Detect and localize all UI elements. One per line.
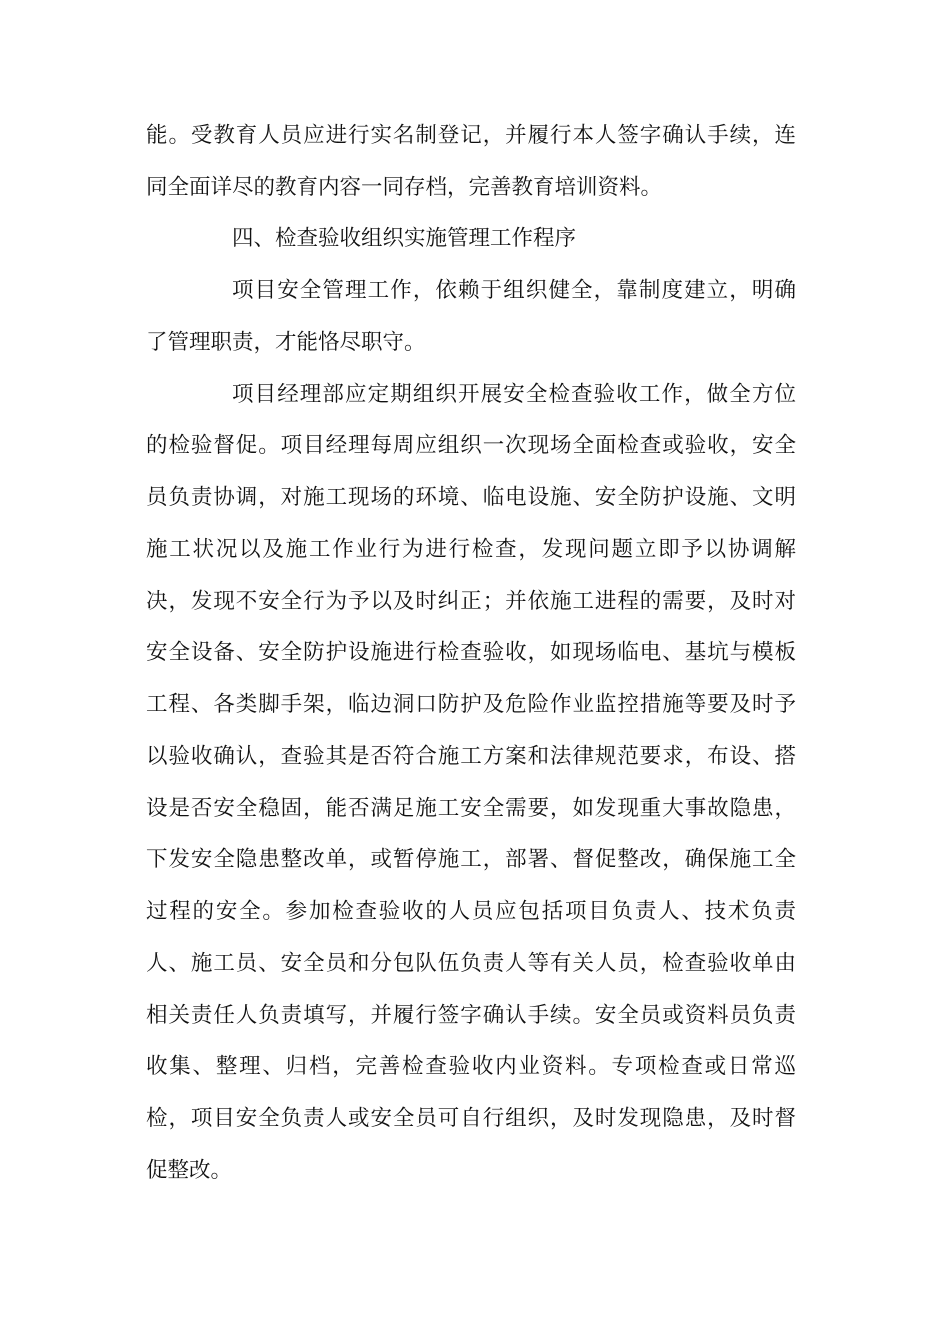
text-line: 能。受教育人员应进行实名制登记，并履行本人签字确认手续，连 [146, 123, 796, 148]
text-line: 项目安全管理工作，依赖于组织健全，靠制度建立，明确 [232, 278, 796, 303]
section-heading: 四、检查验收组织实施管理工作程序 [232, 226, 577, 251]
text-line: 了管理职责，才能恪尽职守。 [146, 330, 426, 355]
text-line: 施工状况以及施工作业行为进行检查，发现问题立即予以协调解 [146, 537, 796, 562]
text-line: 决，发现不安全行为予以及时纠正；并依施工进程的需要，及时对 [146, 589, 796, 614]
text-line: 设是否安全稳固，能否满足施工安全需要，如发现重大事故隐患， [146, 796, 796, 821]
text-line: 安全设备、安全防护设施进行检查验收，如现场临电、基坑与模板 [146, 640, 796, 665]
text-line: 项目经理部应定期组织开展安全检查验收工作，做全方位 [232, 382, 796, 407]
text-line: 相关责任人负责填写，并履行签字确认手续。安全员或资料员负责 [146, 1003, 796, 1028]
text-line: 收集、整理、归档，完善检查验收内业资料。专项检查或日常巡 [146, 1054, 796, 1079]
text-line: 员负责协调，对施工现场的环境、临电设施、安全防护设施、文明 [146, 485, 796, 510]
text-line: 下发安全隐患整改单，或暂停施工，部署、督促整改，确保施工全 [146, 847, 796, 872]
text-line: 人、施工员、安全员和分包队伍负责人等有关人员，检查验收单由 [146, 951, 796, 976]
text-line: 过程的安全。参加检查验收的人员应包括项目负责人、技术负责 [146, 899, 796, 924]
text-line: 工程、各类脚手架，临边洞口防护及危险作业监控措施等要及时予 [146, 692, 796, 717]
text-line: 的检验督促。项目经理每周应组织一次现场全面检查或验收，安全 [146, 433, 796, 458]
text-line: 同全面详尽的教育内容一同存档，完善教育培训资料。 [146, 175, 663, 200]
text-line: 以验收确认，查验其是否符合施工方案和法律规范要求，布设、搭 [146, 744, 796, 769]
text-line: 促整改。 [146, 1158, 233, 1183]
text-line: 检，项目安全负责人或安全员可自行组织，及时发现隐患，及时督 [146, 1106, 796, 1131]
